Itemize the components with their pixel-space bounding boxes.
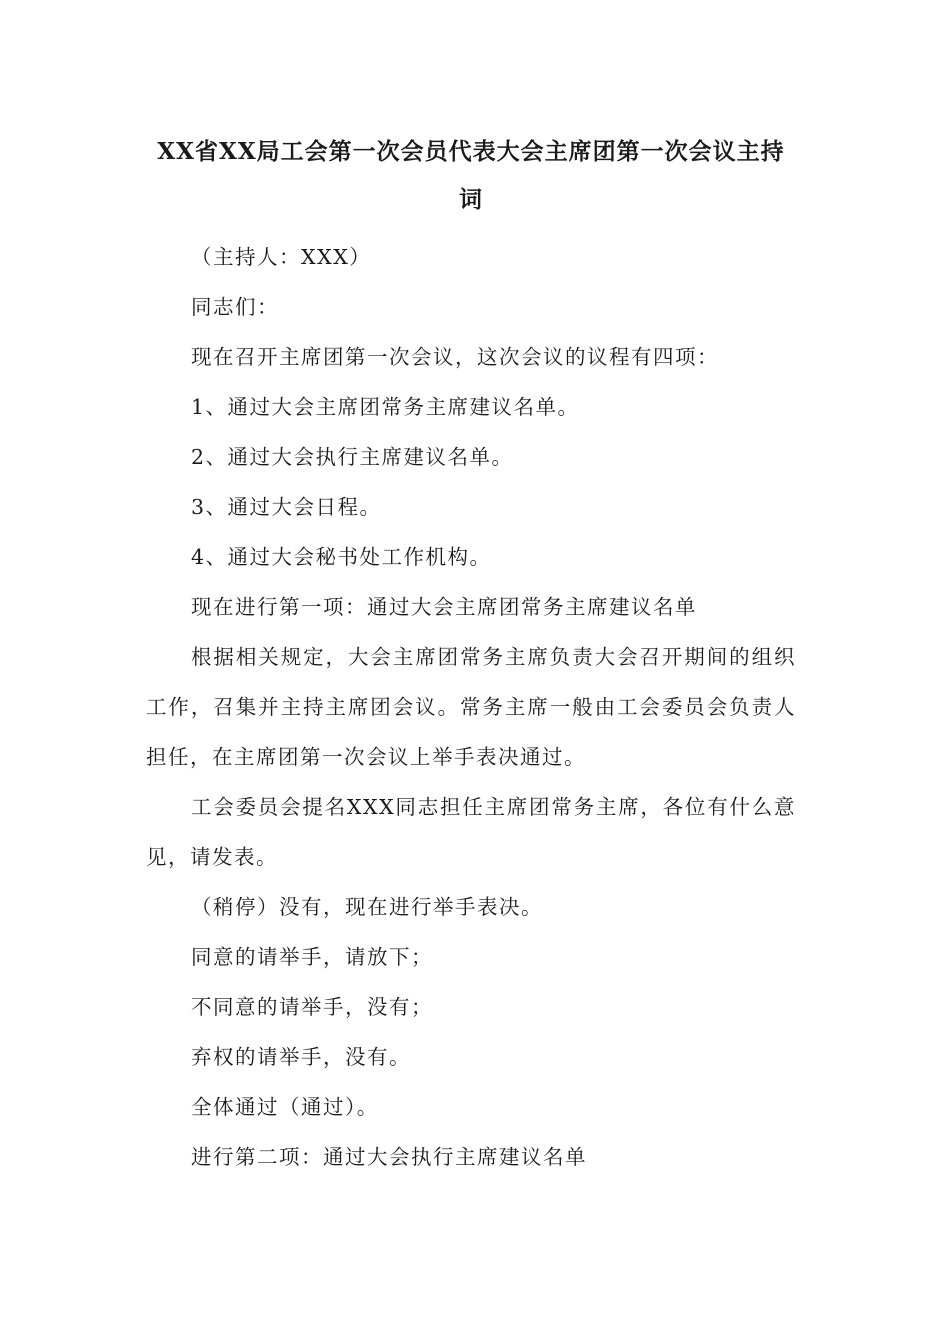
paragraph-vote-agree: 同意的请举手，请放下；: [191, 945, 433, 969]
document-body: [146, 232, 796, 1182]
paragraph-vote-start: （稍停）没有，现在进行举手表决。: [191, 895, 543, 919]
document-page: [146, 128, 796, 1182]
agenda-item-1: 1、通过大会主席团常务主席建议名单。: [191, 395, 580, 419]
paragraph-vote-result: 全体通过（通过）。: [191, 1095, 379, 1119]
paragraph-item-two-start: 进行第二项：通过大会执行主席建议名单: [191, 1145, 587, 1169]
paragraph-item-one-start: 现在进行第一项：通过大会主席团常务主席建议名单: [191, 595, 697, 619]
paragraph-vote-disagree: 不同意的请举手，没有；: [191, 995, 433, 1019]
document-title: XX省XX局工会第一次会员代表大会主席团第一次会议主持词: [157, 138, 785, 213]
paragraph-vote-abstain: 弃权的请举手，没有。: [191, 1045, 411, 1069]
paragraph-regulation: 根据相关规定，大会主席团常务主席负责大会召开期间的组织工作，召集并主持主席团会议。常务主席一般由工会委员会负责人担任，在主席团第一次会议上举手表决通过。: [146, 645, 796, 769]
paragraph-nomination: 工会委员会提名XXX同志担任主席团常务主席，各位有什么意见，请发表。: [146, 795, 796, 869]
agenda-item-3: 3、通过大会日程。: [191, 495, 382, 519]
paragraph-agenda-intro: 现在召开主席团第一次会议，这次会议的议程有四项：: [191, 345, 719, 369]
agenda-item-4: 4、通过大会秘书处工作机构。: [191, 545, 492, 569]
paragraph-host: （主持人：XXX）: [191, 245, 372, 269]
agenda-item-2: 2、通过大会执行主席建议名单。: [191, 445, 514, 469]
paragraph-salutation: 同志们：: [191, 295, 279, 319]
